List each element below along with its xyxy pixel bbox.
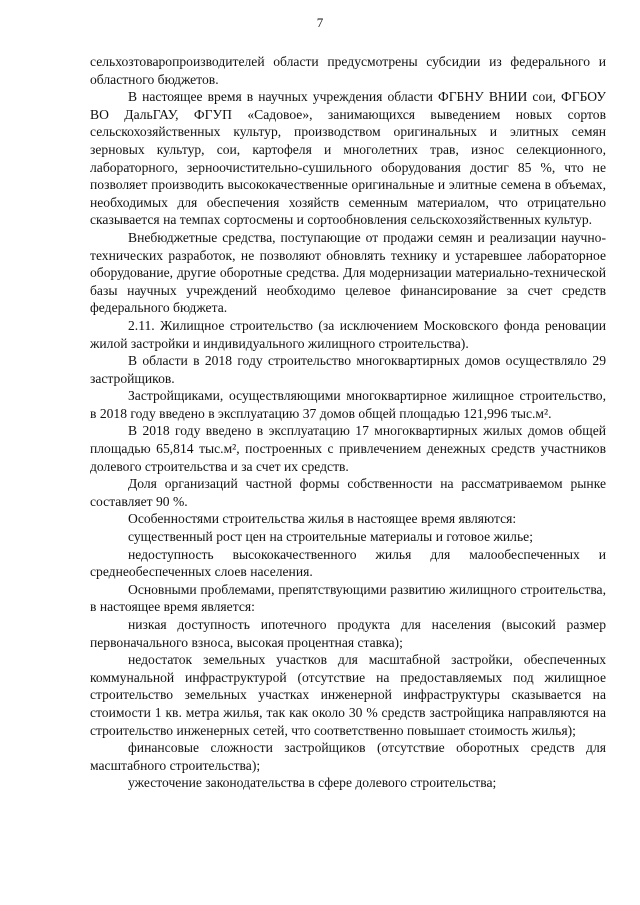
page-number: 7 bbox=[316, 15, 324, 30]
paragraph: Внебюджетные средства, поступающие от продажи семян и реализации научно-технических разработок, не позволяют обновлять технику и устаревшее лабораторное оборудование, другие оборотные средства. Для модернизации материально-технической базы научных учреждений необходимо целевое финансирование за счет средств федерального бюджета. bbox=[90, 229, 606, 316]
paragraph: В области в 2018 году строительство многоквартирных домов осуществляло 29 застройщиков. bbox=[90, 353, 606, 386]
section-heading: 2.11. Жилищное строительство (за исключением Московского фонда реновации жилой застройки и индивидуального жилищного строительства). bbox=[90, 317, 606, 351]
paragraph: В 2018 году введено в эксплуатацию 17 многоквартирных жилых домов общей площадью 65,814 тыс.м², построенных с привлечением денежных средств участников долевого строительства и за счет их средств. bbox=[90, 423, 606, 474]
list-item: существенный рост цен на строительные материалы и готовое жилье; bbox=[128, 529, 533, 545]
paragraph: сельхозтоваропроизводителей области предусмотрены субсидии из федерального и областного бюджетов. bbox=[90, 54, 606, 87]
body-text bbox=[90, 53, 606, 792]
paragraph: Основными проблемами, препятствующими развитию жилищного строительства, в настоящее время является: bbox=[90, 581, 606, 615]
paragraph: Особенностями строительства жилья в настоящее время являются: bbox=[128, 511, 517, 527]
paragraph: Застройщиками, осуществляющими многоквартирное жилищное строительство, в 2018 году введено в эксплуатацию 37 домов общей площадью 121,996 тыс.м². bbox=[90, 388, 606, 421]
list-item: недоступность высококачественного жилья для малообеспеченных и среднеобеспеченных слоев населения. bbox=[90, 546, 606, 580]
list-item: финансовые сложности застройщиков (отсутствие оборотных средств для масштабного строительства); bbox=[90, 740, 606, 773]
paragraph: Доля организаций частной формы собственности на рассматриваемом рынке составляет 90 %. bbox=[90, 476, 606, 509]
paragraph: В настоящее время в научных учреждения области ФГБНУ ВНИИ сои, ФГБОУ ВО ДальГАУ, ФГУП «Садовое», занимающихся выведением новых сортов сельскохозяйственных культур, производством оригинальных и элитных семян зерновых культур, сои, картофеля и многолетних трав, износ селекционного, лабораторного, зерноочистительно-сушильного оборудования достиг 85 %, что не позволяет производить высококачественные оригинальные и элитные семена в объемах, необходимых для обеспечения хозяйств семенным материалом, что отрицательно сказывается на темпах сортосмены и сортообновления сельскохозяйственных культур. bbox=[90, 89, 606, 228]
list-item: низкая доступность ипотечного продукта для населения (высокий размер первоначального взноса, высокая процентная ставка); bbox=[90, 617, 606, 650]
list-item: ужесточение законодательства в сфере долевого строительства; bbox=[128, 775, 497, 791]
list-item: недостаток земельных участков для масштабной застройки, обеспеченных коммунальной инфраструктурой (отсутствие на предоставляемых под жилищное строительство земельных участках инженерной инфраструктуры сказывается на стоимости 1 кв. метра жилья, так как около 30 % средств застройщика направляются на строительство инженерных сетей, что соответственно повышает стоимость жилья); bbox=[90, 652, 606, 738]
